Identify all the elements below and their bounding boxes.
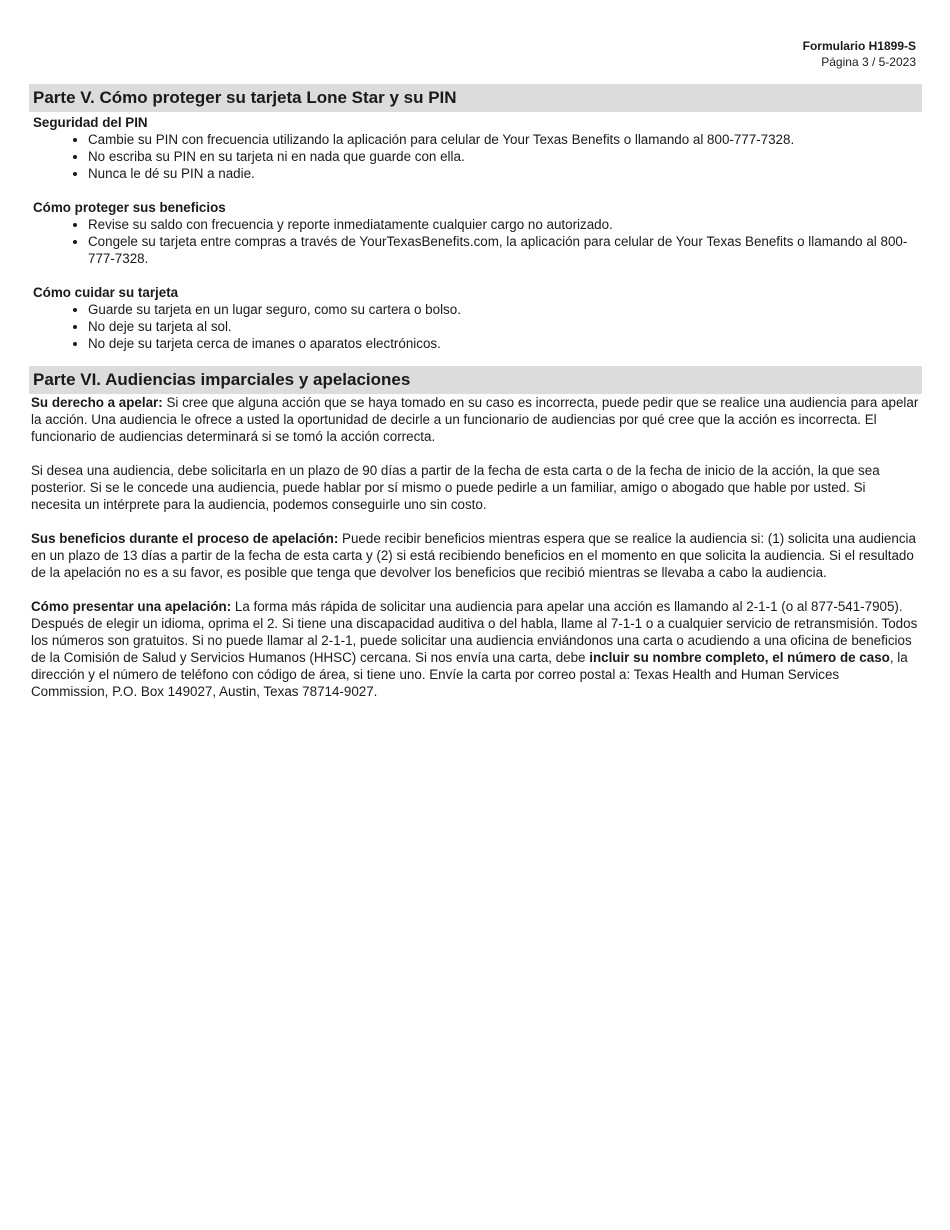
list-item: • Cambie su PIN con frecuencia utilizando la aplicación para celular de Your Texas Benefits o llamando al 800-777-7328. [88, 131, 919, 148]
hearing-request-paragraph: Si desea una audiencia, debe solicitarla en un plazo de 90 días a partir de la fecha de esta carta o de la fecha de inicio de la acción, la que sea posterior. Si se le concede una audiencia, puede hablar por sí mismo o puede pedirle a un familiar, amigo o abogado que hable por usted. Si necesita un intérprete para la audiencia, podemos conseguirle uno sin costo. [31, 463, 880, 512]
part5-title: Parte V. Cómo proteger su tarjeta Lone Star y su PIN [29, 84, 922, 112]
how-to-appeal-label: Cómo presentar una apelación: [31, 599, 232, 614]
list-item: • Revise su saldo con frecuencia y reporte inmediatamente cualquier cargo no autorizado. [88, 216, 919, 233]
page-info: Página 3 / 5-2023 [821, 55, 916, 69]
card-care-heading: Cómo cuidar su tarjeta [33, 285, 179, 300]
list-item: • Congele su tarjeta entre compras a través de YourTexasBenefits.com, la aplicación para celular de Your Texas Benefits o llamando al 800-777-7328. [88, 233, 919, 267]
protect-benefits-heading: Cómo proteger sus beneficios [33, 200, 226, 215]
list-item: • No deje su tarjeta cerca de imanes o aparatos electrónicos. [88, 335, 919, 352]
part6-title: Parte VI. Audiencias imparciales y apelaciones [29, 366, 922, 394]
part6-content [31, 394, 919, 700]
how-to-appeal-text-end: , la dirección y el número de teléfono con código de área, si tiene uno. Envíe la carta por correo postal a: Texas Health and Human Services Commission, P.O. Box 149027, Austin, Texas 78714-9027. [31, 650, 908, 699]
pin-security-list [31, 131, 919, 182]
list-item: • Nunca le dé su PIN a nadie. [88, 165, 919, 182]
page-header [803, 38, 916, 70]
right-to-appeal-text: Si cree que alguna acción que se haya tomado en su caso es incorrecta, puede pedir que se realice una audiencia para apelar la acción. Una audiencia le ofrece a usted la oportunidad de decirle a un funcionario de audiencias por qué cree que la acción es incorrecta. El funcionario de audiencias determinará si se tomó la acción correcta. [31, 395, 919, 444]
benefits-during-appeal-text: Puede recibir beneficios mientras espera que se realice la audiencia si: (1) solicita una audiencia en un plazo de 13 días a partir de la fecha de esta carta y (2) si está recibiendo beneficios en el momento en que solicita la audiencia. Si el resultado de la apelación no es a su favor, es posible que tenga que devolver los beneficios que recibió mientras se llevaba a cabo la audiencia. [31, 531, 916, 580]
benefits-during-appeal-paragraph [31, 530, 919, 581]
list-item: • No deje su tarjeta al sol. [88, 318, 919, 335]
list-item: • Guarde su tarjeta en un lugar seguro, como su cartera o bolso. [88, 301, 919, 318]
card-care-list [31, 301, 919, 352]
benefits-during-appeal-label: Sus beneficios durante el proceso de apelación: [31, 531, 339, 546]
how-to-appeal-bold: incluir su nombre completo, el número de caso [589, 650, 890, 665]
list-item: • No escriba su PIN en su tarjeta ni en nada que guarde con ella. [88, 148, 919, 165]
how-to-appeal-text: La forma más rápida de solicitar una audiencia para apelar una acción es llamando al 2-1-1 (o al 877-541-7905). Después de elegir un idioma, oprima el 2. Si tiene una discapacidad auditiva o del habla, llame al 7-1-1 o a cualquier servicio de retransmisión. Todos los números son gratuitos. Si no puede llamar al 2-1-1, puede solicitar una audiencia enviándonos una carta o acudiendo a una oficina de beneficios de la Comisión de Salud y Servicios Humanos (HHSC) cercana. Si nos envía una carta, debe [31, 599, 918, 665]
part5-content [31, 114, 919, 352]
right-to-appeal-paragraph [31, 394, 919, 445]
how-to-appeal-paragraph [31, 598, 919, 700]
pin-security-heading: Seguridad del PIN [33, 115, 148, 130]
right-to-appeal-label: Su derecho a apelar: [31, 395, 163, 410]
protect-benefits-list [31, 216, 919, 267]
form-id: Formulario H1899-S [802, 39, 916, 53]
